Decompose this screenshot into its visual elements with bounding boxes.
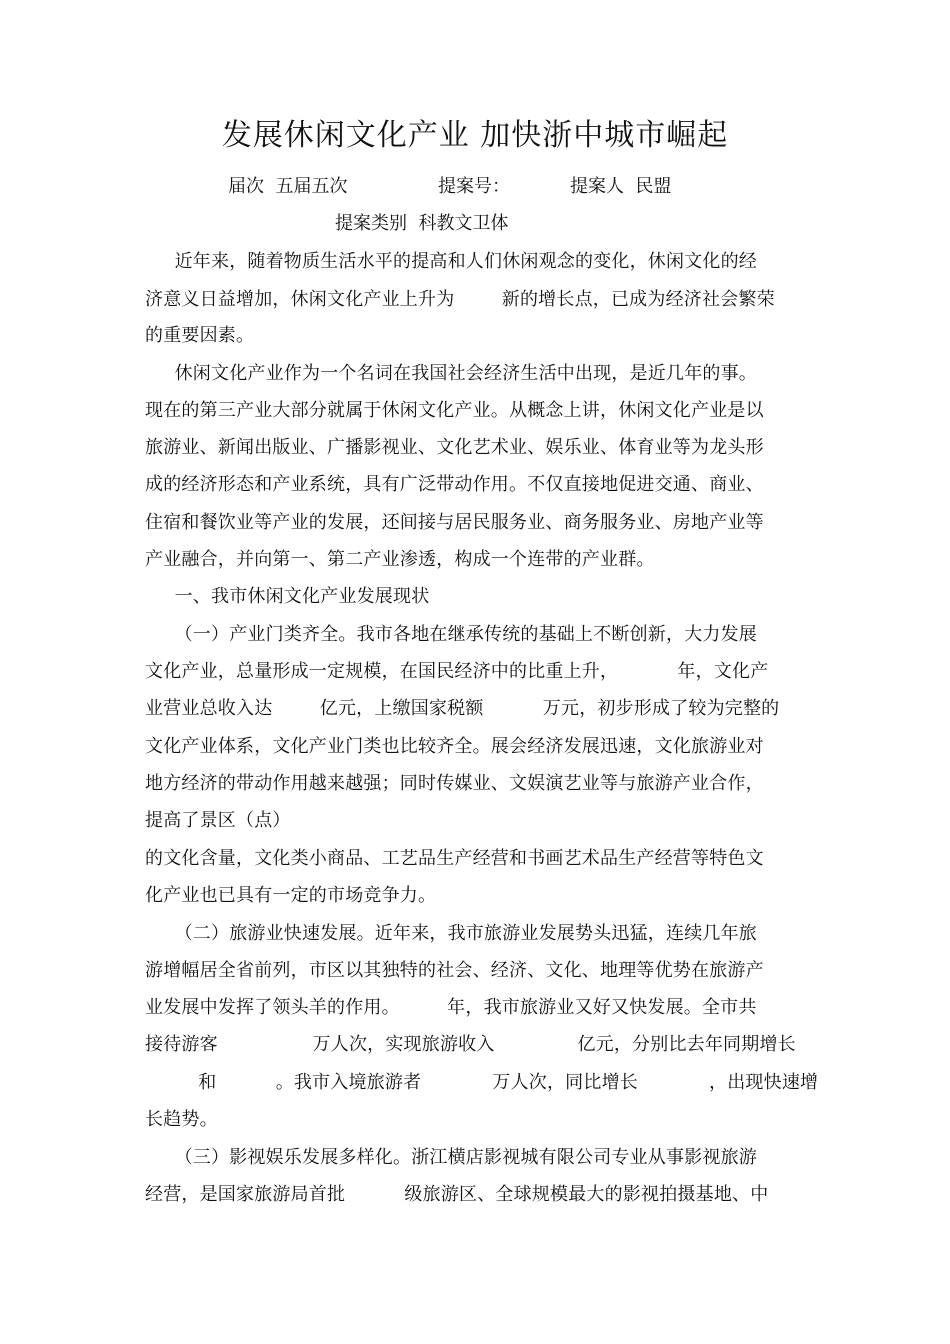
body-line: 产业融合，并向第一、第二产业渗透，构成一个连带的产业群。 bbox=[145, 549, 655, 570]
body-line: 的文化含量，文化类小商品、工艺品生产经营和书画艺术品生产经营等特色文 bbox=[145, 848, 764, 869]
body-line: 旅游业、新闻出版业、广播影视业、文化艺术业、娱乐业、体育业等为龙头形 bbox=[145, 437, 764, 458]
body-line: 成的经济形态和产业系统，具有广泛带动作用。不仅直接地促进交通、商业、 bbox=[145, 474, 764, 495]
body-line: 文化产业，总量形成一定规模，在国民经济中的比重上升， 年，文化产 bbox=[145, 661, 769, 682]
body-line: 和 。我市入境旅游者 万人次，同比增长 ，出现快速增 bbox=[145, 1072, 819, 1093]
body-line: 地方经济的带动作用越来越强；同时传媒业、文娱演艺业等与旅游产业合作， bbox=[145, 773, 764, 794]
body-line: 住宿和餐饮业等产业的发展，还间接与居民服务业、商务服务业、房地产业等 bbox=[145, 512, 764, 533]
body-line: 业营业总收入达 亿元，上缴国家税额 万元，初步形成了较为完整的 bbox=[145, 698, 780, 719]
category-field: 提案类别 科教文卫体 bbox=[335, 213, 509, 234]
page-title: 发展休闲文化产业 加快浙中城市崛起 bbox=[221, 118, 729, 153]
body-line: （一）产业门类齐全。我市各地在继承传统的基础上不断创新，大力发展 bbox=[145, 624, 758, 645]
session-field: 届次 五届五次 bbox=[228, 176, 348, 197]
section-heading: 一、我市休闲文化产业发展现状 bbox=[145, 586, 430, 607]
body-line: 文化产业体系，文化产业门类也比较齐全。展会经济发展迅速，文化旅游业对 bbox=[145, 736, 764, 757]
body-line: （二）旅游业快速发展。近年来，我市旅游业发展势头迅猛，连续几年旅 bbox=[145, 923, 758, 944]
body-line: 现在的第三产业大部分就属于休闲文化产业。从概念上讲，休闲文化产业是以 bbox=[145, 400, 764, 421]
body-line: （三）影视娱乐发展多样化。浙江横店影视城有限公司专业从事影视旅游 bbox=[145, 1147, 758, 1168]
body-line: 长趋势。 bbox=[145, 1109, 218, 1130]
body-line: 接待游客 万人次，实现旅游收入 亿元，分别比去年同期增长 bbox=[145, 1034, 796, 1055]
proposal-number-field: 提案号： bbox=[438, 176, 510, 197]
body-line: 经营，是国家旅游局首批 级旅游区、全球规模最大的影视拍摄基地、中 bbox=[145, 1184, 769, 1205]
body-line: 的重要因素。 bbox=[145, 325, 255, 346]
proposer-field: 提案人 民盟 bbox=[570, 176, 672, 197]
body-line: 提高了景区（点） bbox=[145, 810, 291, 831]
body-line: 济意义日益增加，休闲文化产业上升为 新的增长点，已成为经济社会繁荣 bbox=[145, 289, 775, 310]
body-line: 业发展中发挥了领头羊的作用。 年，我市旅游业又好又快发展。全市共 bbox=[145, 997, 757, 1018]
body-line: 游增幅居全省前列，市区以其独特的社会、经济、文化、地理等优势在旅游产 bbox=[145, 960, 764, 981]
body-line: 近年来，随着物质生活水平的提高和人们休闲观念的变化，休闲文化的经 bbox=[145, 251, 758, 272]
body-line: 化产业也已具有一定的市场竞争力。 bbox=[145, 885, 437, 906]
body-line: 休闲文化产业作为一个名词在我国社会经济生活中出现，是近几年的事。 bbox=[145, 363, 758, 384]
